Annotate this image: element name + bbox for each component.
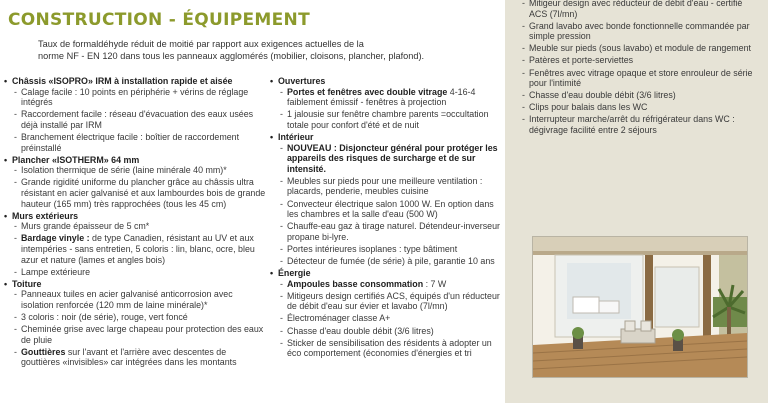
list-item: - Détecteur de fumée (de série) à pile, garantie 10 ans: [280, 256, 495, 266]
section-energie-heading: • Énergie: [270, 268, 311, 279]
section-toiture-heading: • Toiture: [4, 278, 42, 289]
intro-paragraph: [38, 38, 438, 62]
list-item: - Chasse d'eau double débit (3/6 litres): [522, 90, 676, 101]
terrace-photo: [532, 236, 748, 378]
list-item: - 3 coloris : noir (de série), rouge, vert foncé: [14, 311, 188, 322]
list-item: - Gouttières sur l'avant et l'arrière avec descentes de gouttières «invisibles» car intégrées dans les montants: [14, 346, 237, 368]
list-item: - 1 jalousie sur fenêtre chambre parents =occultation totale pour confort d'été et de nuit: [280, 109, 489, 130]
intro-line-1: Taux de formaldéhyde réduit de moitié par rapport aux exigences actuelles de la: [38, 39, 364, 49]
section-murs-heading: • Murs extérieurs: [4, 210, 79, 221]
list-item: - Meuble sur pieds (sous lavabo) et module de rangement: [522, 43, 752, 54]
section-chassis-heading: • Châssis «ISOPRO» IRM à installation rapide et aisée: [4, 76, 233, 86]
list-item: - Raccordement facile : réseau d'évacuation des eaux usées déjà installé par IRM: [14, 109, 254, 130]
list-item: - NOUVEAU : Disjoncteur général pour protéger les appareils des risques de surcharge et de sur intensité.: [280, 142, 498, 174]
list-item: - Sticker de sensibilisation des résidents à adopter un éco comportement (économies d'énergies et tri: [280, 337, 492, 359]
list-item: - Patères et porte-serviettes: [522, 55, 634, 66]
sidebar-list: [522, 0, 758, 137]
page-title: CONSTRUCTION - ÉQUIPEMENT: [8, 10, 310, 30]
list-item: - Électroménager classe A+: [280, 313, 391, 324]
list-item: - Bardage vinyle : de type Canadien, résistant au UV et aux intempéries - sans entretien, 5 coloris : lin, blanc, ocre, bleu azur et nature (lames et angles bois): [14, 233, 255, 265]
section-ouvertures-heading: • Ouvertures: [270, 76, 326, 86]
column-middle: [270, 75, 502, 360]
list-item: - Cheminée grise avec large chapeau pour protection des eaux de pluie: [14, 324, 264, 345]
list-item: - Lampe extérieure: [14, 266, 91, 277]
section-plancher-heading: • Plancher «ISOTHERM» 64 mm: [4, 154, 140, 165]
list-item: - Branchement électrique facile : boîtier de raccordement préinstallé: [14, 131, 240, 153]
list-item: - Mitigeur design avec réducteur de débit d'eau - certifié ACS (7l/mn): [522, 0, 743, 19]
list-item: - Murs grande épaisseur de 5 cm*: [14, 221, 150, 232]
chassis-title-rest: à installation rapide et aisée: [111, 76, 233, 86]
list-item: - Convecteur électrique salon 1000 W. En option dans les chambres et la salle d'eau (500 W): [280, 198, 494, 220]
list-item: - Ampoules basse consommation : 7 W: [280, 278, 447, 289]
terrace-illustration: [533, 237, 747, 377]
chassis-title-bold: Châssis «ISOPRO» IRM: [12, 76, 112, 86]
list-item: - Chauffe-eau gaz à tirage naturel. Détendeur-inverseur propane bi-lyre.: [280, 221, 500, 242]
list-item: - Interrupteur marche/arrêt du réfrigérateur dans WC : dégivrage facilité entre 2 séjours: [522, 114, 735, 136]
list-item: - Portes et fenêtres avec double vitrage 4-16-4 faiblement émissif - fenêtres à projection: [280, 86, 476, 108]
column-left: [4, 75, 266, 369]
section-interieur-heading: • Intérieur: [270, 131, 314, 142]
list-item: - Panneaux tuiles en acier galvanisé anticorrosion avec isolation renforcée (120 mm de laine minérale)*: [14, 289, 233, 310]
list-item: - Clips pour balais dans les WC: [522, 102, 648, 113]
list-item: - Meubles sur pieds pour une meilleure ventilation : placards, penderie, meubles cuisine: [280, 175, 483, 197]
list-item: - Portes intérieures isoplanes : type bâtiment: [280, 243, 458, 254]
list-item: - Grand lavabo avec bonde fonctionnelle commandée par simple pression: [522, 20, 750, 42]
list-item: - Fenêtres avec vitrage opaque et store enrouleur de série pour l'intimité: [522, 67, 753, 89]
list-item: - Isolation thermique de série (laine minérale 40 mm)*: [14, 165, 227, 176]
list-item: - Chasse d'eau double débit (3/6 litres): [280, 325, 434, 336]
list-item: - Grande rigidité uniforme du plancher grâce au châssis ultra résistant en acier galvanisé et aux lambourdes bois de grande hauteur (165 mm) très rapprochées (tous les 45 cm): [14, 177, 266, 209]
list-item: - Calage facile : 10 points en périphérie + vérins de réglage intégrés: [14, 86, 249, 108]
intro-line-2: norme NF - EN 120 dans tous les panneaux agglomérés (mobilier, cloisons, plancher, plafond).: [38, 51, 425, 61]
list-item: - Mitigeurs design certifiés ACS, équipés d'un réducteur de débit d'eau sur évier et lavabo (7l/mn): [280, 290, 500, 312]
